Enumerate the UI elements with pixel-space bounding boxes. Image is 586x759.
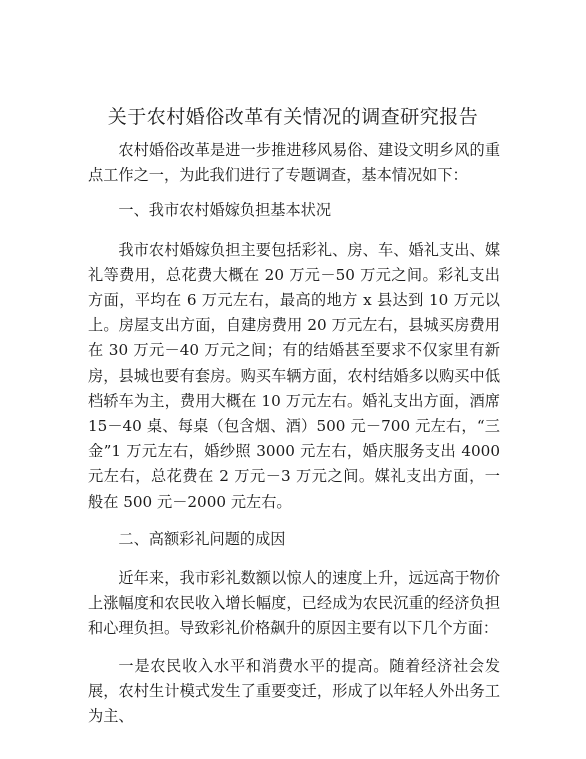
document-title: 关于农村婚俗改革有关情况的调查研究报告 (107, 106, 479, 128)
section-2-paragraph: 近年来，我市彩礼数额以惊人的速度上升，远远高于物价上涨幅度和农民收入增长幅度，已经成为农民沉重的经济负担和心理负担。导致彩礼价格飙升的原因主要有以下几个方面： (88, 569, 500, 638)
section-heading-2: 二、高额彩礼问题的成因 (118, 529, 286, 548)
section-2-point-1: 一是农民收入水平和消费水平的提高。随着经济社会发展，农村生计模式发生了重要变迁，形成了以年轻人外出务工为主、 (88, 656, 500, 726)
section-1-paragraph: 我市农村婚嫁负担主要包括彩礼、房、车、婚礼支出、媒礼等费用，总花费大概在 20 万元－50 万元之间。彩礼支出方面，平均在 6 万元左右，最高的地方 x 县达到 10 万元以上。房屋支出方面，自建房费用 20 万元左右，县城买房费用在 30 万元－40 万元之间；有的结婚甚至要求不仅家里有新房，县城也要有套房。购买车辆方面，农村结婚多以购买中低档轿车为主，费用大概在 10 万元左右。婚礼支出方面，酒席 15－40 桌、每桌（包含烟、酒）500 元－700 元左右，“三金”1 万元左右，婚纱照 3000 元左右，婚庆服务支出 4000 元左右，总花费在 2 万元－3 万元之间。媒礼支出方面，一般在 500 元－2000 元左右。 (88, 240, 500, 511)
intro-paragraph: 农村婚俗改革是进一步推进移风易俗、建设文明乡风的重点工作之一，为此我们进行了专题调查，基本情况如下： (88, 141, 500, 185)
document-body (88, 138, 500, 729)
section-heading-1: 一、我市农村婚嫁负担基本状况 (118, 201, 332, 220)
